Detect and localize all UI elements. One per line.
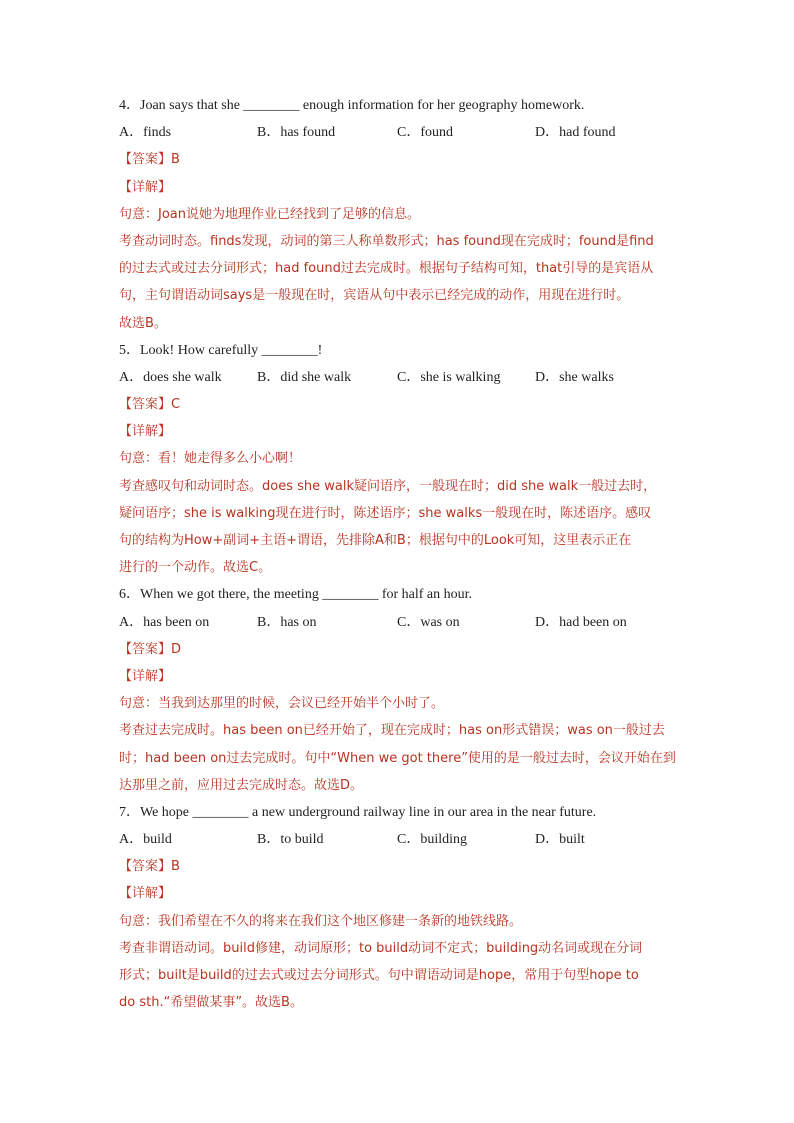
explanation-line: 句意：Joan说她为地理作业已经找到了足够的信息。 (119, 206, 420, 222)
detail-heading: 【详解】 (119, 424, 172, 440)
question-block (119, 92, 679, 337)
option-d: D．built (535, 832, 585, 848)
question-block (119, 337, 679, 582)
answer-label: 【答案】C (119, 397, 181, 413)
question-stem: 4．Joan says that she ________ enough information for her geography homework. (119, 98, 585, 113)
explanation-line: 疑问语序；she is walking现在进行时，陈述语序；she walks一般现在时，陈述语序。感叹 (119, 505, 652, 521)
option-d: D．had found (535, 125, 616, 141)
option-b: B．has found (257, 125, 336, 141)
options-row (119, 119, 679, 146)
options-row (119, 609, 679, 636)
options-row (119, 364, 679, 391)
explanation-line: 考查感叹句和动词时态。does she walk疑问语序，一般现在时；did she walk一般过去时， (119, 478, 657, 494)
answer-label: 【答案】B (119, 859, 180, 875)
explanation-line: 句，主句谓语动词says是一般现在时，宾语从句中表示已经完成的动作，用现在进行时。 (119, 288, 630, 304)
option-c: C．building (397, 832, 468, 848)
option-d: D．had been on (535, 614, 627, 630)
option-b: B．did she walk (257, 369, 352, 385)
explanation-line: 达那里之前，应用过去完成时态。故选D。 (119, 777, 364, 793)
question-list (119, 92, 679, 1016)
explanation-line: 时；had been on过去完成时。句中“When we got there”使用的是一般过去时，会议开始在到 (119, 750, 676, 766)
options-row (119, 826, 679, 853)
explanation-line: 故选B。 (119, 315, 167, 331)
option-b: B．has on (257, 614, 317, 630)
question-stem: 7．We hope ________ a new underground railway line in our area in the near future. (119, 804, 597, 820)
option-a: A．does she walk (119, 369, 222, 385)
question-stem: 6．When we got there, the meeting ________ for half an hour. (119, 587, 473, 603)
explanation-line: 进行的一个动作。故选C。 (119, 560, 272, 576)
explanation-line: 考查动词时态。finds发现，动词的第三人称单数形式；has found现在完成时；found是find (119, 233, 654, 249)
explanation-line: 考查过去完成时。has been on已经开始了，现在完成时；has on形式错误；was on一般过去 (119, 723, 665, 739)
option-c: C．she is walking (397, 369, 501, 385)
question-block (119, 799, 679, 1017)
detail-heading: 【详解】 (119, 886, 172, 902)
explanation-line: 句意：看！她走得多么小心啊！ (119, 451, 302, 467)
option-b: B．to build (257, 832, 324, 848)
explanation-line: do sth.“希望做某事”。故选B。 (119, 995, 303, 1011)
detail-heading: 【详解】 (119, 179, 172, 195)
question-block (119, 581, 679, 799)
question-stem: 5．Look! How carefully ________! (119, 342, 323, 358)
option-a: A．has been on (119, 614, 210, 630)
explanation-line: 考查非谓语动词。build修建，动词原形；to build动词不定式；building动名词或现在分词 (119, 940, 643, 956)
answer-label: 【答案】D (119, 641, 182, 657)
explanation-line: 形式；built是build的过去式或过去分词形式。句中谓语动词是hope，常用于句型hope to (119, 968, 639, 983)
explanation-line: 句意：当我到达那里的时候，会议已经开始半个小时了。 (119, 696, 445, 712)
option-c: C．found (397, 125, 453, 141)
detail-heading: 【详解】 (119, 668, 172, 684)
option-d: D．she walks (535, 369, 614, 385)
option-c: C．was on (397, 614, 460, 630)
option-a: A．finds (119, 125, 172, 141)
explanation-line: 句的结构为How+副词+主语+谓语，先排除A和B；根据句中的Look可知，这里表示正在 (119, 533, 632, 548)
explanation-line: 句意：我们希望在不久的将来在我们这个地区修建一条新的地铁线路。 (119, 913, 523, 929)
option-a: A．build (119, 832, 172, 848)
answer-label: 【答案】B (119, 152, 180, 168)
explanation-line: 的过去式或过去分词形式；had found过去完成时。根据句子结构可知，that引导的是宾语从 (119, 261, 654, 277)
